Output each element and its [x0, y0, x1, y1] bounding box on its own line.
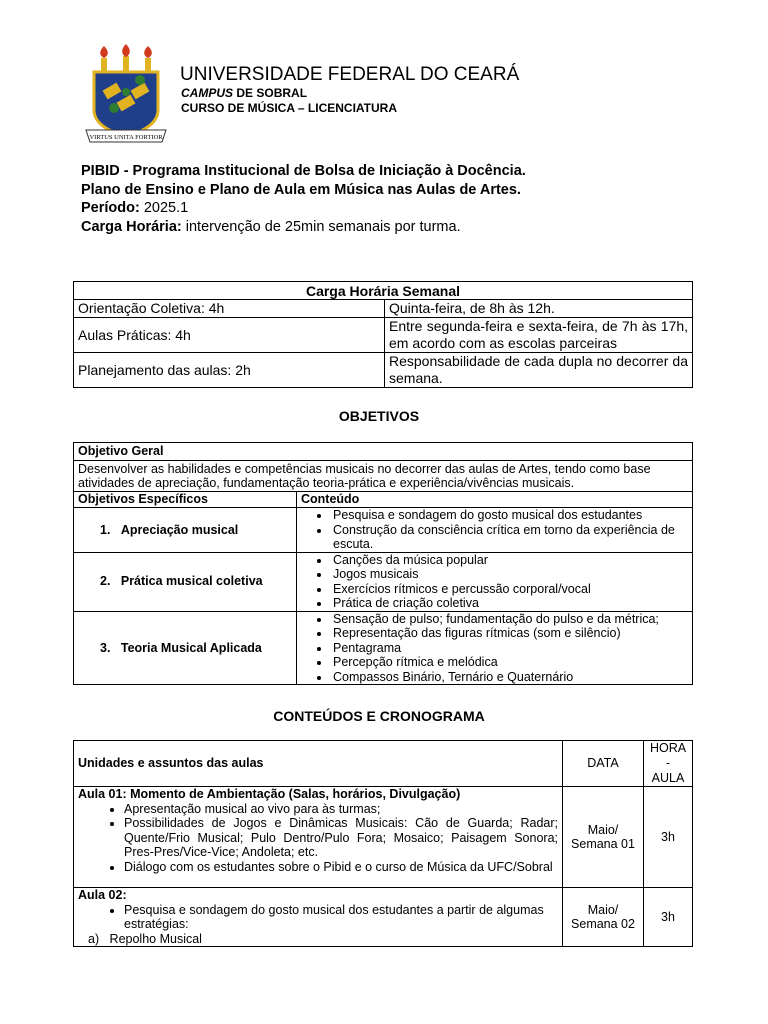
plan-title: Plano de Ensino e Plano de Aula em Música nas Aulas de Artes.: [81, 181, 521, 198]
carga-value-cell: Responsabilidade de cada dupla no decorrer da semana.: [385, 353, 693, 388]
objective-name: [74, 611, 297, 685]
objective-label: Prática musical coletiva: [120, 574, 263, 589]
campus-city: DE SOBRAL: [233, 86, 308, 100]
objective-number: 1.: [100, 522, 111, 537]
course-name: CURSO DE MÚSICA – LICENCIATURA: [181, 101, 398, 115]
list-item: • Exercícios rítmicos e percussão corporal/vocal: [331, 582, 688, 597]
aula-content: [74, 787, 563, 888]
list-item: • Prática de criação coletiva: [331, 596, 688, 611]
col-hora-line: -: [665, 756, 671, 770]
aula-date-line: Maio/: [587, 822, 619, 837]
sub-item-marker: a): [88, 931, 100, 946]
list-item: • Apresentação musical ao vivo para às turmas;: [124, 802, 558, 817]
objective-name: [74, 508, 297, 553]
objective-number: 2.: [100, 574, 111, 589]
aula-date-line: Semana 02: [571, 917, 635, 931]
list-item: • Pesquisa e sondagem do gosto musical dos estudantes: [331, 508, 688, 523]
carga-value: intervenção de 25min semanais por turma.: [181, 218, 461, 235]
objective-label: Apreciação musical: [120, 522, 239, 537]
aula-date: [563, 888, 644, 947]
crest-motto: VIRTUS UNITA FORTIOR: [89, 134, 163, 141]
university-name: UNIVERSIDADE FEDERAL DO CEARÁ: [180, 64, 520, 85]
aula-date-line: Maio/: [587, 902, 619, 917]
objective-number: 3.: [100, 640, 111, 655]
list-item: • Compassos Binário, Ternário e Quaternário: [331, 670, 688, 685]
list-item: • Sensação de pulso; fundamentação do pulso e da métrica;: [331, 612, 688, 627]
table-row: [74, 888, 693, 947]
objetivo-geral-text: Desenvolver as habilidades e competências musicais no decorrer das aulas de Artes, tendo como base atividades de apreciação, fundamentação teoria-prática e experiência/vivências musicais.: [74, 461, 693, 492]
col-conteudo: Conteúdo: [297, 492, 693, 508]
objetivos-heading: OBJETIVOS: [338, 408, 420, 424]
col-hora-aula: [644, 741, 693, 787]
program-title: PIBID - Programa Institucional de Bolsa de Iniciação à Docência.: [81, 163, 526, 179]
col-objetivos-especificos: Objetivos Específicos: [74, 492, 297, 508]
periodo-value: 2025.1: [139, 200, 189, 216]
col-data: DATA: [563, 741, 644, 787]
campus-name: [181, 86, 307, 100]
periodo-line: [81, 199, 526, 218]
sub-item-text: Repolho Musical: [109, 931, 202, 946]
periodo-label: Período:: [81, 200, 140, 216]
intro-block: [81, 162, 526, 236]
objective-name: [74, 552, 297, 611]
carga-line: [81, 218, 526, 237]
aula-hours: 3h: [644, 787, 693, 888]
objetivo-geral-label: Objetivo Geral: [74, 443, 693, 461]
campus-word: CAMPUS: [181, 86, 234, 100]
list-item: • Pentagrama: [331, 641, 688, 656]
carga-label-cell: Orientação Coletiva: 4h: [74, 300, 385, 318]
carga-table-title: Carga Horária Semanal: [74, 282, 693, 300]
aula-content: [74, 888, 563, 947]
objective-label: Teoria Musical Aplicada: [120, 640, 262, 655]
table-row: [74, 300, 693, 318]
list-item: • Jogos musicais: [331, 567, 688, 582]
carga-label-cell: Aulas Práticas: 4h: [74, 318, 385, 353]
list-item: • Canções da música popular: [331, 553, 688, 568]
objective-content: [297, 508, 693, 553]
list-item: • Representação das figuras rítmicas (som e silêncio): [331, 626, 688, 641]
col-unidades: Unidades e assuntos das aulas: [74, 741, 563, 787]
aula-title: Aula 02:: [78, 888, 127, 902]
objetivos-table: [73, 442, 693, 685]
carga-label-cell: Planejamento das aulas: 2h: [74, 353, 385, 388]
list-item: • Construção da consciência crítica em torno da experiência de escuta.: [331, 523, 688, 552]
aula-hours: 3h: [644, 888, 693, 947]
col-hora-line: HORA: [649, 741, 687, 755]
aula-date: [563, 787, 644, 888]
table-row: [74, 787, 693, 888]
aula-title: Aula 01: Momento de Ambientação (Salas, horários, Divulgação): [78, 787, 461, 801]
table-row: [74, 508, 693, 553]
carga-horaria-table: [73, 281, 693, 388]
table-row: [74, 353, 693, 388]
sub-list-item: [78, 932, 558, 947]
objective-content: [297, 552, 693, 611]
carga-label: Carga Horária:: [81, 218, 182, 235]
objective-content: [297, 611, 693, 685]
carga-value-cell: Entre segunda-feira e sexta-feira, de 7h às 17h, em acordo com as escolas parceiras: [385, 318, 693, 353]
ufc-crest-logo: [84, 44, 168, 148]
table-row: [74, 552, 693, 611]
cronograma-table: [73, 740, 693, 947]
col-hora-line: AULA: [651, 771, 685, 785]
torch-icon: [100, 44, 152, 72]
list-item: • Pesquisa e sondagem do gosto musical dos estudantes a partir de algumas estratégias:: [124, 903, 558, 932]
carga-value-cell: Quinta-feira, de 8h às 12h.: [385, 300, 693, 318]
table-row: [74, 611, 693, 685]
list-item: • Percepção rítmica e melódica: [331, 655, 688, 670]
list-item: • Possibilidades de Jogos e Dinâmicas Musicais: Cão de Guarda; Radar; Quente/Frio Musical; Pulo Dentro/Pulo Fora; Mosaico; Paisagem Sonora; Pres-Pres/Vice-Vice; Andoleta; etc.: [124, 816, 558, 860]
aula-date-line: Semana 01: [571, 837, 635, 851]
list-item: • Diálogo com os estudantes sobre o Pibid e o curso de Música da UFC/Sobral: [124, 860, 558, 875]
table-row: [74, 318, 693, 353]
cronograma-heading: CONTEÚDOS E CRONOGRAMA: [273, 708, 485, 724]
